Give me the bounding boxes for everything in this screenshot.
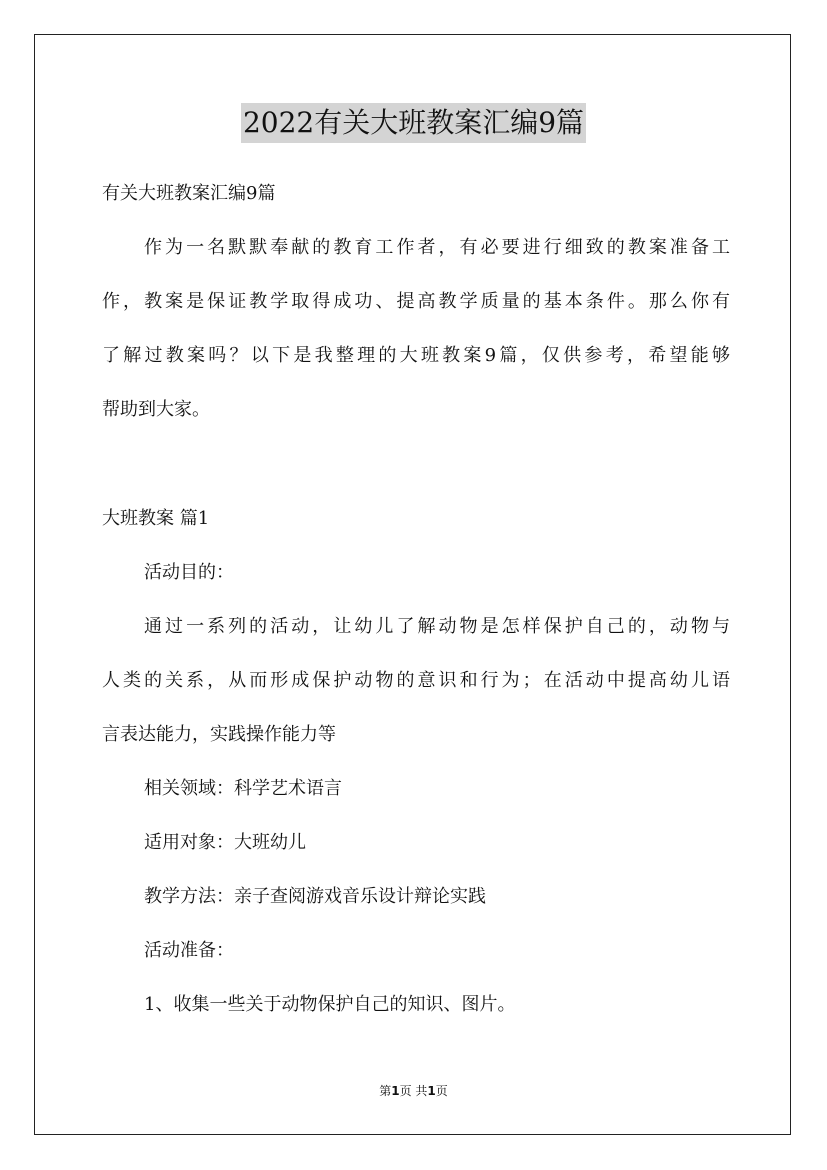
- footer-prefix: 第: [379, 1084, 392, 1098]
- activity-goal-paragraph: [102, 600, 730, 654]
- footer-suffix: 页: [435, 1084, 448, 1098]
- activity-goal-line: 人类的关系，从而形成保护动物的意识和行为；在活动中提高幼儿语: [102, 670, 730, 691]
- footer-page-total: 1: [427, 1084, 436, 1098]
- preparation-item: 1、收集一些关于动物保护自己的知识、图片。: [144, 994, 516, 1015]
- target-audience: 适用对象：大班幼儿: [144, 832, 306, 853]
- document-title: [0, 102, 827, 143]
- activity-goal-line: 言表达能力，实践操作能力等: [102, 724, 336, 745]
- teaching-methods: 教学方法：亲子查阅游戏音乐设计辩论实践: [144, 886, 486, 907]
- section-heading: 大班教案 篇1: [102, 508, 210, 529]
- preparation-label: 活动准备：: [144, 940, 234, 961]
- activity-goal-paragraph-cont: [102, 654, 730, 762]
- activity-goal-label: 活动目的：: [144, 562, 234, 583]
- intro-line: 作，教案是保证教学取得成功、提高教学质量的基本条件。那么你有: [102, 291, 730, 312]
- intro-paragraph: [102, 221, 730, 275]
- footer-page-current: 1: [391, 1084, 400, 1098]
- related-fields: 相关领域：科学艺术语言: [144, 778, 342, 799]
- document-title-text: 2022有关大班教案汇编9篇: [241, 103, 586, 143]
- intro-line: 帮助到大家。: [102, 399, 210, 420]
- activity-goal-line: 通过一系列的活动，让幼儿了解动物是怎样保护自己的，动物与: [144, 616, 730, 637]
- intro-paragraph-cont: [102, 275, 730, 437]
- document-subtitle: 有关大班教案汇编9篇: [102, 183, 276, 204]
- page-footer: [0, 1083, 827, 1099]
- intro-line: 了解过教案吗？以下是我整理的大班教案9篇，仅供参考，希望能够: [102, 345, 730, 366]
- footer-mid: 页 共: [399, 1084, 428, 1098]
- intro-line: 作为一名默默奉献的教育工作者，有必要进行细致的教案准备工: [144, 237, 730, 258]
